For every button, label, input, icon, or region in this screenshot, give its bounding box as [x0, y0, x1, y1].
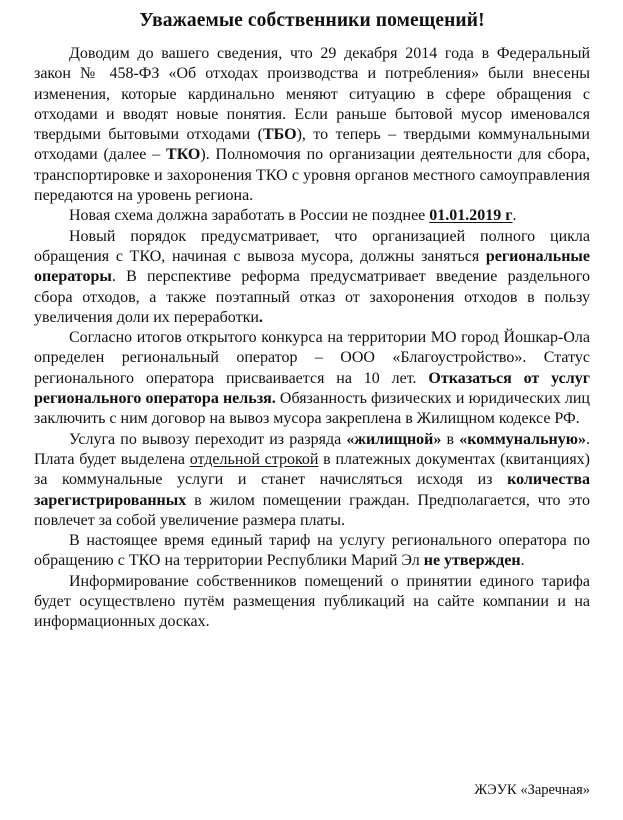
text: Обязанность физических и юридических лиц заключить с ним договор на вывоз мусора закреплена в Жилищном кодексе РФ.	[34, 390, 590, 428]
paragraph-service-category	[34, 430, 590, 531]
emphasis-housing: «жилищной»	[346, 430, 442, 448]
paragraph-informing	[34, 572, 590, 633]
text: в жилом помещении граждан. Предполагается, что это повлечет за собой увеличение размера платы.	[34, 491, 590, 529]
text: ). Полномочия по организации деятельности для сбора, транспортировке и захоронения ТКО с уровня органов местного самоуправления передаются на уровень региона.	[34, 146, 590, 205]
text: Новая схема должна заработать в России не позднее	[69, 207, 430, 225]
paragraph-new-procedure	[34, 227, 590, 328]
text: Новый порядок предусматривает, что организацией полного цикла обращения с ТКО, начиная с вывоза мусора, должны заняться	[34, 227, 590, 265]
text: . Плата будет выделена	[34, 430, 590, 468]
text: Информирование собственников помещений о принятии единого тарифа будет осуществлено путём размещения публикаций на сайте компании и на информационных досках.	[34, 572, 590, 631]
emphasis-separate-line: отдельной строкой	[189, 450, 319, 468]
notice-body	[34, 44, 590, 633]
paragraph-deadline	[34, 206, 590, 226]
text: . В перспективе реформа предусматривает введение раздельного сбора отходов, а также поэтапный отказ от захоронения отходов в пользу увеличения доли их переработки	[34, 268, 590, 326]
text: Согласно итогов открытого конкурса на территории МО город Йошкар-Ола определен региональный оператор – ООО «Благоустройство». Статус регионального оператора присваивается на 10 лет.	[34, 329, 590, 387]
paragraph-tariff	[34, 531, 590, 572]
text: .	[512, 207, 517, 225]
paragraph-operator-selection	[34, 328, 590, 429]
text: Услуга по вывозу переходит из разряда	[69, 430, 347, 448]
deadline-date: 01.01.2019 г	[429, 207, 513, 225]
text: ), то теперь – твердыми коммунальными отходами (далее –	[34, 126, 590, 164]
text: в платежных документах (квитанциях) за коммунальные услуги и станет начисляться исходя из	[34, 450, 591, 489]
emphasis-communal: «коммунальную»	[459, 430, 586, 448]
text: .	[520, 552, 525, 570]
text: В настоящее время единый тариф на услугу регионального оператора по обращению с ТКО на территории Республики Марий Эл	[34, 532, 590, 570]
signature: ЖЭУК «Заречная»	[474, 782, 590, 798]
emphasis-regional-operators: региональные операторы	[34, 247, 590, 286]
text: в	[441, 430, 460, 448]
emphasis-tbo: ТБО	[262, 126, 297, 144]
text: Доводим до вашего сведения, что 29 декабря 2014 года в Федеральный закон № 458-ФЗ «Об отходах производства и потребления» были внесены изменения, которые кардинально меняют ситуацию в сфере обращения с отходами и вводят новые понятия. Если раньше бытовой мусор именовался твердыми бытовыми отходами (	[34, 45, 590, 144]
emphasis-not-approved: не утвержден	[423, 552, 521, 570]
emphasis-cannot-refuse: Отказаться от услуг регионального оператора нельзя.	[34, 369, 590, 408]
emphasis-tko: ТКО	[166, 146, 201, 164]
page-title: Уважаемые собственники помещений!	[139, 10, 485, 31]
emphasis-registered-count: количества зарегистрированных	[34, 471, 590, 509]
paragraph-law-changes	[34, 44, 590, 206]
text: .	[258, 308, 263, 326]
